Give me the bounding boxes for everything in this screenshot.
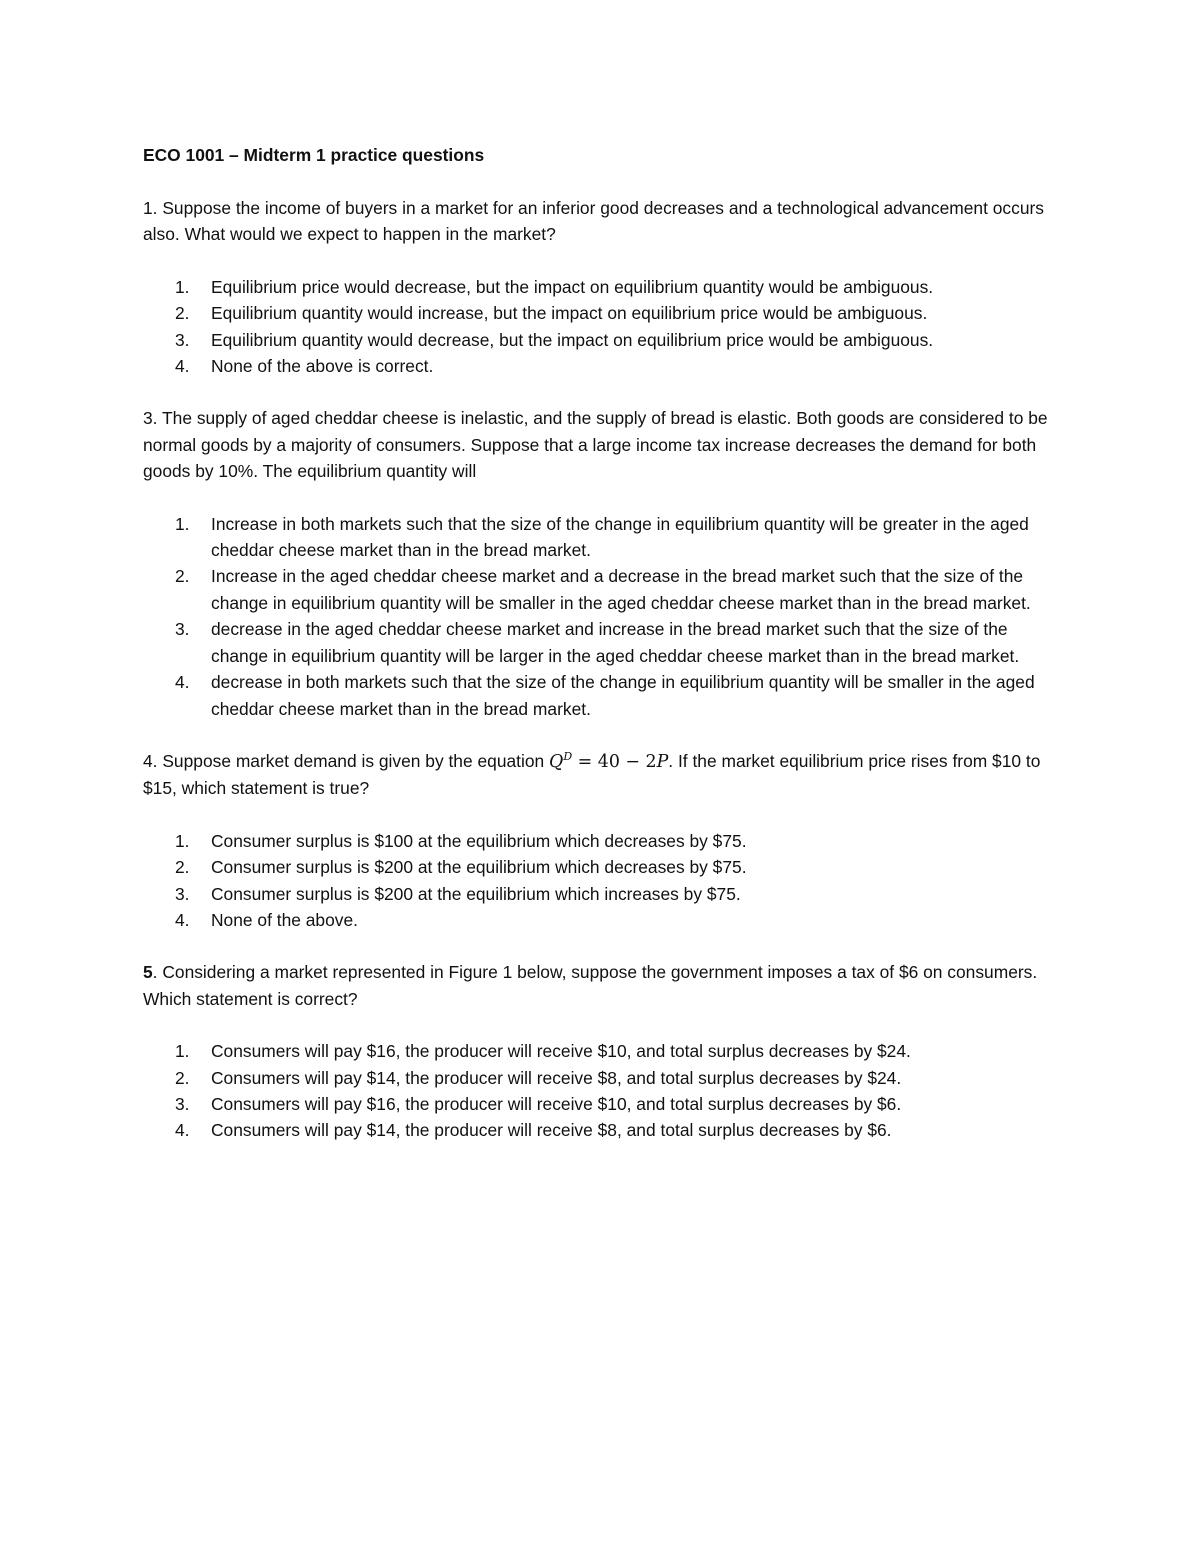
question-3-option	[143, 616, 1068, 669]
question-1-option	[143, 274, 1068, 300]
equation-superscript: D	[563, 749, 573, 763]
question-5-number: 5	[143, 962, 153, 983]
option-text: Consumers will pay $16, the producer will receive $10, and total surplus decreases by $6.	[211, 1093, 902, 1114]
question-1-option	[143, 327, 1068, 353]
equation-middle: = 40 − 2	[572, 751, 657, 772]
option-text: Increase in the aged cheddar cheese market and a decrease in the bread market such that the size of the change in equilibrium quantity will be smaller in the aged cheddar cheese market than in the bread market.	[211, 566, 1031, 613]
option-text: Equilibrium quantity would decrease, but the impact on equilibrium price would be ambiguous.	[211, 329, 934, 350]
option-text: None of the above.	[211, 909, 358, 930]
question-3-text: 3. The supply of aged cheddar cheese is inelastic, and the supply of bread is elastic. Both goods are considered to be normal goods by a majority of consumers. Suppose that a large income tax increase decreases the demand for both goods by 10%. The equilibrium quantity will	[143, 408, 1048, 482]
option-number: 4.	[175, 672, 190, 693]
question-4-option	[143, 881, 1068, 907]
question-1-option	[143, 300, 1068, 326]
option-text: Increase in both markets such that the size of the change in equilibrium quantity will be greater in the aged cheddar cheese market than in the bread market.	[211, 513, 1029, 561]
question-5-body: . Considering a market represented in Figure 1 below, suppose the government imposes a tax of $6 on consumers. Which statement is correct?	[143, 962, 1038, 1009]
question-4-option	[143, 854, 1068, 880]
option-number: 1.	[175, 276, 190, 297]
option-number: 4.	[175, 1120, 190, 1141]
equation-p: P	[656, 751, 669, 772]
document-title: ECO 1001 – Midterm 1 practice questions	[143, 145, 485, 165]
question-4-options	[143, 828, 1068, 934]
option-text: Consumers will pay $14, the producer will receive $8, and total surplus decreases by $24.	[211, 1067, 902, 1088]
question-1-text: 1. Suppose the income of buyers in a market for an inferior good decreases and a technological advancement occurs also. What would we expect to happen in the market?	[143, 198, 1044, 245]
question-3-options	[143, 511, 1068, 722]
option-text: Consumers will pay $14, the producer will receive $8, and total surplus decreases by $6.	[211, 1120, 892, 1141]
question-4-tail: . If the market equilibrium price rises from $10 to $15, which statement is true?	[143, 750, 1041, 799]
question-5-text	[143, 959, 1068, 1012]
option-number: 1.	[175, 830, 190, 851]
question-5-option	[143, 1038, 1068, 1064]
option-text: Consumers will pay $16, the producer will receive $10, and total surplus decreases by $24.	[211, 1041, 911, 1062]
option-text: Equilibrium quantity would increase, but the impact on equilibrium price would be ambiguous.	[211, 303, 928, 324]
option-text: decrease in the aged cheddar cheese market and increase in the bread market such that the size of the change in equilibrium quantity will be larger in the aged cheddar cheese market than in the bread market.	[211, 619, 1020, 666]
option-text: Consumer surplus is $200 at the equilibrium which decreases by $75.	[211, 857, 747, 878]
option-number: 1.	[175, 1041, 190, 1062]
option-number: 2.	[175, 303, 190, 324]
option-number: 2.	[175, 1067, 190, 1088]
option-number: 3.	[175, 619, 190, 640]
option-text: decrease in both markets such that the size of the change in equilibrium quantity will be smaller in the aged cheddar cheese market than in the bread market.	[211, 672, 1035, 719]
question-5-option	[143, 1091, 1068, 1117]
option-text: None of the above is correct.	[211, 356, 434, 377]
question-4-option	[143, 828, 1068, 854]
option-number: 1.	[175, 513, 190, 534]
document-page	[143, 142, 1068, 1144]
option-number: 3.	[175, 1093, 190, 1114]
option-text: Equilibrium price would decrease, but the impact on equilibrium quantity would be ambiguous.	[211, 276, 934, 297]
question-1-option	[143, 353, 1068, 379]
question-5-option	[143, 1065, 1068, 1091]
question-4-option	[143, 907, 1068, 933]
question-4-text	[143, 748, 1068, 802]
question-5-options	[143, 1038, 1068, 1144]
option-number: 4.	[175, 356, 190, 377]
question-4-lead: 4. Suppose market demand is given by the equation	[143, 750, 550, 771]
question-3-option	[143, 511, 1068, 564]
equation-q: Q	[549, 751, 564, 772]
option-number: 3.	[175, 883, 190, 904]
question-3-option	[143, 669, 1068, 722]
option-number: 2.	[175, 857, 190, 878]
question-1-options	[143, 274, 1068, 380]
option-text: Consumer surplus is $100 at the equilibrium which decreases by $75.	[211, 830, 747, 851]
option-number: 2.	[175, 566, 190, 587]
question-5-option	[143, 1117, 1068, 1143]
option-text: Consumer surplus is $200 at the equilibrium which increases by $75.	[211, 883, 741, 904]
option-number: 4.	[175, 909, 190, 930]
option-number: 3.	[175, 329, 190, 350]
question-3-option	[143, 563, 1068, 616]
